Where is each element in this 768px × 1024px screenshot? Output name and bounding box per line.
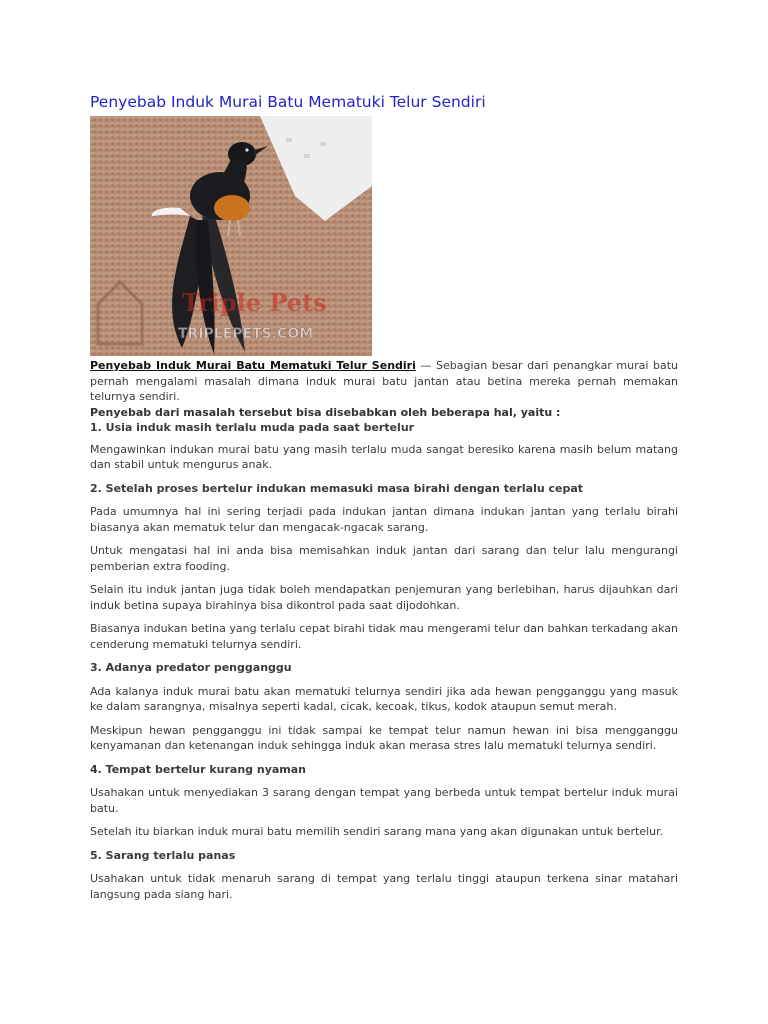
article	[90, 92, 678, 902]
section-paragraph: Usahakan untuk tidak menaruh sarang di tempat yang terlalu tinggi ataupun terkena sinar matahari langsung pada siang hari.	[90, 872, 678, 901]
section-1	[90, 420, 678, 473]
intro-paragraph	[90, 358, 678, 405]
intro-link[interactable]: Penyebab Induk Murai Batu Mematuki Telur Sendiri	[90, 359, 416, 372]
section-heading: 2. Setelah proses bertelur indukan memasuki masa birahi dengan terlalu cepat	[90, 481, 584, 495]
section-paragraph: Mengawinkan indukan murai batu yang masih terlalu muda sangat beresiko karena masih belum matang dan stabil untuk mengurus anak.	[90, 442, 678, 471]
section-heading: 5. Sarang terlalu panas	[90, 848, 236, 862]
section-heading: 3. Adanya predator pengganggu	[90, 661, 292, 674]
murai-batu-photo	[90, 116, 372, 356]
bird-illustration	[90, 116, 372, 356]
section-paragraph: Setelah itu biarkan induk murai batu memilih sendiri sarang mana yang akan digunakan untuk bertelur.	[90, 825, 664, 838]
section-3	[90, 660, 678, 754]
section-paragraph: Pada umumnya hal ini sering terjadi pada indukan jantan dimana indukan jantan yang terlalu birahi biasanya akan mematuk telur dan mengacak-ngacak sarang.	[90, 505, 678, 534]
section-paragraph: Ada kalanya induk murai batu akan mematuki telurnya sendiri jika ada hewan pengganggu yang masuk ke dalam sarangnya, misalnya seperti kadal, cicak, kecoak, tikus, kodok ataupun semut merah.	[90, 684, 678, 713]
section-heading: 1. Usia induk masih terlalu muda pada saat bertelur	[90, 421, 415, 434]
section-5	[90, 848, 678, 903]
article-title: Penyebab Induk Murai Batu Mematuki Telur Sendiri	[90, 93, 486, 111]
section-paragraph: Meskipun hewan pengganggu ini tidak sampai ke tempat telur namun hewan ini bisa mengganggu kenyamanan dan ketenangan induk sehingga induk akan merasa stres lalu mematuki telurnya sendiri.	[90, 723, 678, 752]
section-paragraph: Selain itu induk jantan juga tidak boleh mendapatkan penjemuran yang berlebihan, harus dijauhkan dari induk betina supaya birahinya bisa dikontrol pada saat dijodohkan.	[90, 583, 678, 612]
section-paragraph: Untuk mengatasi hal ini anda bisa memisahkan induk jantan dari sarang dan telur lalu mengurangi pemberian extra fooding.	[90, 544, 678, 573]
lead-text: Penyebab dari masalah tersebut bisa disebabkan oleh beberapa hal, yaitu :	[90, 405, 561, 419]
section-heading: 4. Tempat bertelur kurang nyaman	[90, 762, 307, 776]
section-paragraph: Biasanya indukan betina yang terlalu cepat birahi tidak mau mengerami telur dan bahkan terkadang akan cenderung mematuki telurnya sendiri.	[90, 622, 678, 651]
section-paragraph: Usahakan untuk menyediakan 3 sarang dengan tempat yang berbeda untuk tempat bertelur induk murai batu.	[90, 786, 678, 815]
intro-text: — Sebagian besar dari penangkar murai batu pernah mengalami masalah dimana induk murai batu jantan atau betina mereka pernah memakan telurnya sendiri.	[90, 359, 678, 403]
watermark-title: Triple Pets	[182, 288, 327, 317]
watermark-url: TRIPLEPETS.COM	[178, 326, 314, 342]
section-4	[90, 762, 678, 840]
section-2	[90, 481, 678, 653]
